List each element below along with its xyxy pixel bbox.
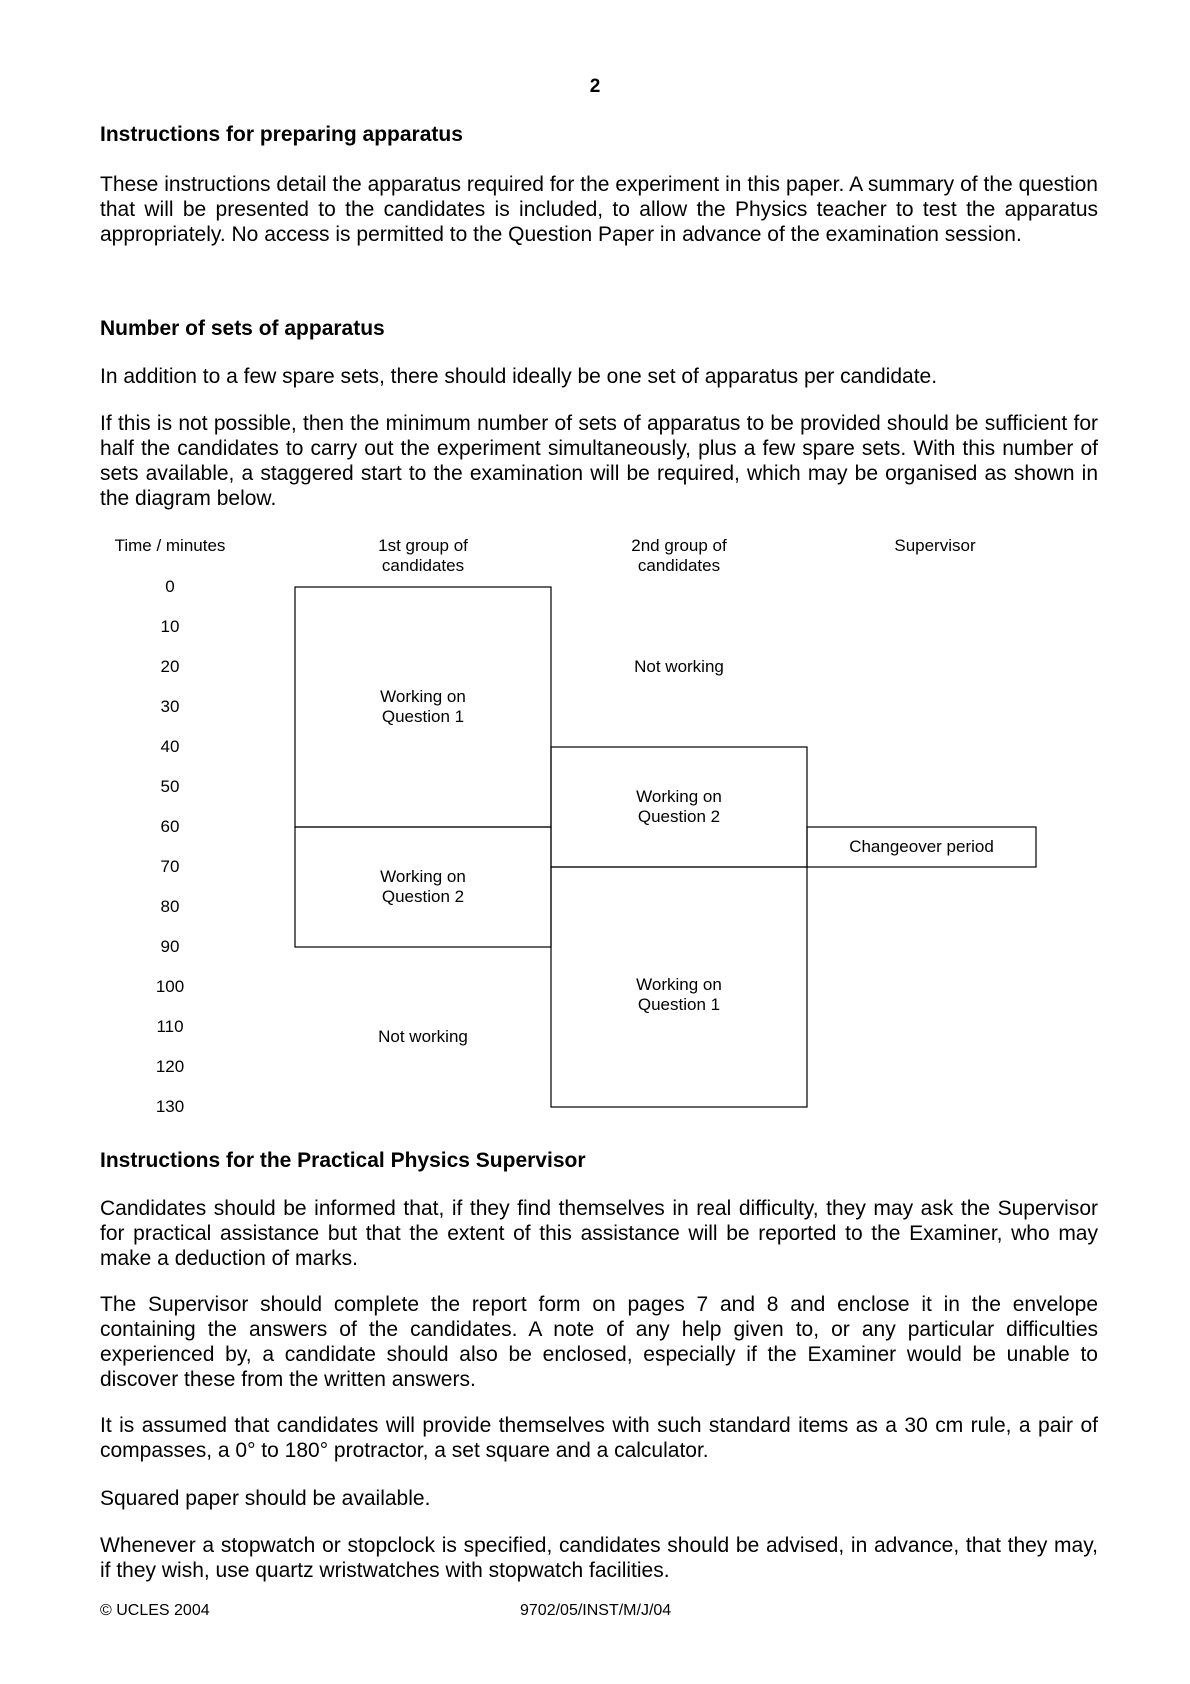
label-group2-question2: Working on Question 2 bbox=[636, 787, 722, 826]
time-tick: 60 bbox=[160, 817, 180, 836]
footer-document-code: 9702/05/INST/M/J/04 bbox=[520, 1602, 672, 1619]
column-header-group2: 2nd group of candidates bbox=[631, 536, 727, 575]
label-group1-question2: Working on Question 2 bbox=[380, 867, 466, 906]
heading-supervisor-instructions: Instructions for the Practical Physics Supervisor bbox=[100, 1149, 586, 1172]
label-group2-not-working: Not working bbox=[634, 657, 724, 676]
time-tick: 40 bbox=[160, 737, 180, 756]
label-group1-not-working: Not working bbox=[378, 1027, 468, 1046]
paragraph-report-form: The Supervisor should complete the report form on pages 7 and 8 and enclose it in the envelope containing the answers of the candidates. A note of any help given to, or any particular difficulties experienced by, a candidate should also be enclosed, especially if the Examiner would be unable to discover these from the written answers. bbox=[100, 1293, 1098, 1391]
heading-preparing-apparatus: Instructions for preparing apparatus bbox=[100, 123, 463, 146]
time-tick: 110 bbox=[156, 1017, 184, 1036]
time-tick: 70 bbox=[160, 857, 180, 876]
paragraph-candidate-assistance: Candidates should be informed that, if they find themselves in real difficulty, they may ask the Supervisor for practical assistance but that the extent of this assistance will be reported to the Examiner, who may make a deduction of marks. bbox=[100, 1197, 1098, 1270]
time-tick: 20 bbox=[160, 657, 180, 676]
time-tick: 100 bbox=[155, 977, 185, 996]
time-tick: 50 bbox=[160, 777, 180, 796]
heading-number-of-sets: Number of sets of apparatus bbox=[100, 317, 385, 340]
time-tick: 130 bbox=[155, 1097, 185, 1116]
time-tick: 120 bbox=[155, 1057, 185, 1076]
column-header-group1: 1st group of candidates bbox=[378, 536, 468, 575]
staggered-start-diagram bbox=[0, 530, 1190, 1130]
time-tick: 10 bbox=[160, 617, 180, 636]
paragraph-preparing-apparatus: These instructions detail the apparatus required for the experiment in this paper. A summary of the question that will be presented to the candidates is included, to allow the Physics teacher to test the apparatus appropriately. No access is permitted to the Question Paper in advance of the examination session. bbox=[100, 173, 1098, 246]
footer-copyright: © UCLES 2004 bbox=[100, 1602, 210, 1619]
label-group1-question1: Working on Question 1 bbox=[380, 687, 466, 726]
label-group2-question1: Working on Question 1 bbox=[636, 975, 722, 1014]
page-number: 2 bbox=[589, 76, 601, 97]
paragraph-one-set-per-candidate: In addition to a few spare sets, there should ideally be one set of apparatus per candidate. bbox=[100, 365, 938, 388]
time-tick: 30 bbox=[160, 697, 180, 716]
paragraph-standard-items: It is assumed that candidates will provide themselves with such standard items as a 30 cm rule, a pair of compasses, a 0° to 180° protractor, a set square and a calculator. bbox=[100, 1414, 1098, 1462]
paragraph-minimum-sets: If this is not possible, then the minimum number of sets of apparatus to be provided should be sufficient for half the candidates to carry out the experiment simultaneously, plus a few spare sets. With this number of sets available, a staggered start to the examination will be required, which may be organised as shown in the diagram below. bbox=[100, 412, 1098, 510]
time-axis-header: Time / minutes bbox=[114, 536, 226, 555]
time-tick: 90 bbox=[160, 937, 180, 956]
time-tick: 0 bbox=[165, 577, 175, 596]
paragraph-squared-paper: Squared paper should be available. bbox=[100, 1487, 431, 1510]
time-tick: 80 bbox=[160, 897, 180, 916]
column-header-supervisor: Supervisor bbox=[894, 536, 976, 555]
label-supervisor-changeover: Changeover period bbox=[849, 837, 994, 856]
paragraph-stopwatch: Whenever a stopwatch or stopclock is specified, candidates should be advised, in advance, that they may, if they wish, use quartz wristwatches with stopwatch facilities. bbox=[100, 1534, 1098, 1582]
